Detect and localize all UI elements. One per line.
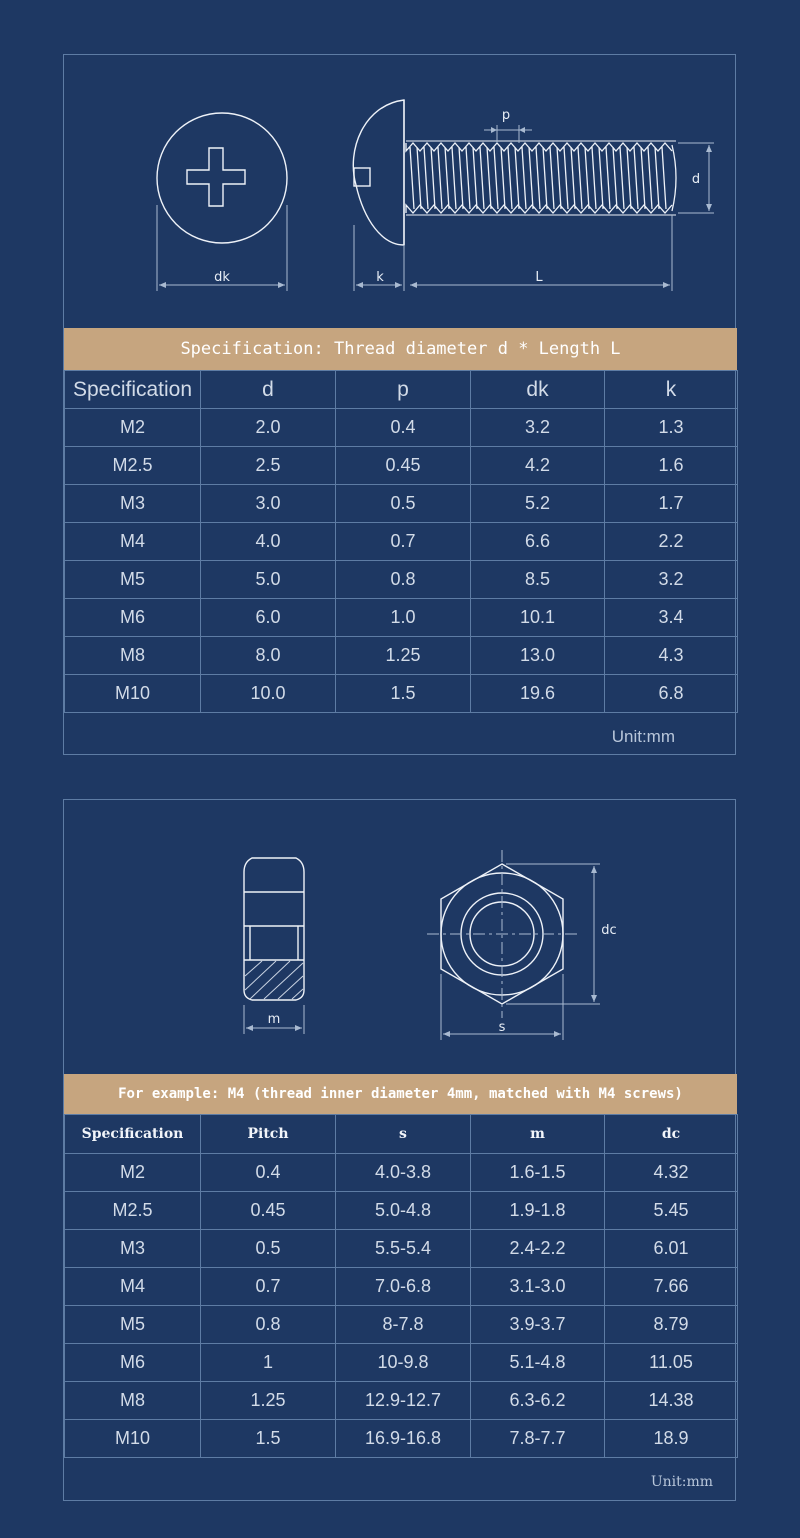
table-cell: 0.8 (201, 1306, 336, 1344)
header-k: k (605, 371, 738, 409)
table-cell: 1.25 (201, 1382, 336, 1420)
table-cell: M10 (65, 675, 201, 713)
table-cell: 1.9-1.8 (471, 1192, 605, 1230)
nut-table-header (65, 1115, 738, 1154)
table-row (65, 1154, 738, 1192)
dk-label: dk (214, 270, 230, 285)
table-row (65, 1268, 738, 1306)
screw-head-side-view (353, 100, 404, 245)
phillips-cross-icon (187, 148, 245, 206)
nut-spec-banner: For example: M4 (thread inner diameter 4mm, matched with M4 screws) (64, 1074, 737, 1114)
table-cell: 0.5 (201, 1230, 336, 1268)
table-cell: 4.0 (201, 523, 336, 561)
table-cell: 1.6 (605, 447, 738, 485)
table-cell: 5.5-5.4 (336, 1230, 471, 1268)
p-label: p (501, 108, 511, 123)
table-cell: 13.0 (471, 637, 605, 675)
table-cell: 1.5 (336, 675, 471, 713)
table-cell: M3 (65, 485, 201, 523)
table-cell: 3.9-3.7 (471, 1306, 605, 1344)
table-row (65, 409, 738, 447)
table-cell: 0.4 (201, 1154, 336, 1192)
table-cell: 3.2 (605, 561, 738, 599)
screw-table-header (65, 371, 738, 409)
table-cell: 10-9.8 (336, 1344, 471, 1382)
screw-spec-panel (63, 54, 736, 755)
table-cell: 11.05 (605, 1344, 738, 1382)
table-cell: 3.1-3.0 (471, 1268, 605, 1306)
table-cell: 5.0-4.8 (336, 1192, 471, 1230)
header-specification: Specification (65, 371, 201, 409)
screw-head-top-view (157, 113, 287, 243)
screw-diagram (64, 55, 737, 327)
table-cell: 8.0 (201, 637, 336, 675)
header-dc: dc (605, 1115, 738, 1154)
table-cell: 0.45 (336, 447, 471, 485)
table-cell: 2.0 (201, 409, 336, 447)
table-cell: M3 (65, 1230, 201, 1268)
nut-diagram (64, 800, 737, 1072)
header-p: p (336, 371, 471, 409)
table-cell: 6.6 (471, 523, 605, 561)
nut-spec-panel (63, 799, 736, 1501)
table-row (65, 485, 738, 523)
nut-unit-note: Unit:mm (650, 1474, 713, 1490)
table-cell: M4 (65, 1268, 201, 1306)
table-cell: 19.6 (471, 675, 605, 713)
table-row (65, 599, 738, 637)
table-cell: M2 (65, 1154, 201, 1192)
table-cell: 10.1 (471, 599, 605, 637)
table-row (65, 1344, 738, 1382)
table-row (65, 1382, 738, 1420)
screw-spec-table (64, 370, 738, 713)
table-cell: 3.4 (605, 599, 738, 637)
table-cell: 5.0 (201, 561, 336, 599)
m-label: m (267, 1012, 281, 1027)
table-cell: 8.79 (605, 1306, 738, 1344)
header-s: s (336, 1115, 471, 1154)
table-cell: 0.45 (201, 1192, 336, 1230)
header-pitch: Pitch (201, 1115, 336, 1154)
screw-unit-note: Unit:mm (611, 727, 675, 746)
table-row (65, 1192, 738, 1230)
table-cell: 10.0 (201, 675, 336, 713)
table-cell: 3.2 (471, 409, 605, 447)
table-cell: M8 (65, 637, 201, 675)
table-cell: M10 (65, 1420, 201, 1458)
table-row (65, 561, 738, 599)
table-cell: 8-7.8 (336, 1306, 471, 1344)
screw-spec-banner: Specification: Thread diameter d * Length L (64, 328, 737, 370)
table-cell: 7.66 (605, 1268, 738, 1306)
table-row (65, 1420, 738, 1458)
table-cell: 6.3-6.2 (471, 1382, 605, 1420)
table-cell: 4.32 (605, 1154, 738, 1192)
table-row (65, 675, 738, 713)
table-row (65, 1230, 738, 1268)
table-cell: M2 (65, 409, 201, 447)
header-specification: Specification (65, 1115, 201, 1154)
screw-thread (406, 143, 676, 213)
table-cell: 6.01 (605, 1230, 738, 1268)
table-cell: 14.38 (605, 1382, 738, 1420)
table-cell: 6.0 (201, 599, 336, 637)
d-label: d (691, 172, 701, 187)
table-cell: M5 (65, 1306, 201, 1344)
table-cell: 12.9-12.7 (336, 1382, 471, 1420)
table-cell: 1.25 (336, 637, 471, 675)
nut-side-view (244, 858, 304, 1000)
table-cell: 4.3 (605, 637, 738, 675)
table-cell: M2.5 (65, 447, 201, 485)
table-cell: M6 (65, 1344, 201, 1382)
table-cell: M8 (65, 1382, 201, 1420)
table-cell: 2.2 (605, 523, 738, 561)
header-dk: dk (471, 371, 605, 409)
table-cell: 3.0 (201, 485, 336, 523)
table-row (65, 1306, 738, 1344)
table-cell: 1.6-1.5 (471, 1154, 605, 1192)
L-label: L (535, 270, 543, 285)
s-label: s (498, 1020, 506, 1035)
table-cell: 18.9 (605, 1420, 738, 1458)
table-cell: 1.0 (336, 599, 471, 637)
table-row (65, 637, 738, 675)
table-cell: M5 (65, 561, 201, 599)
table-cell: 0.8 (336, 561, 471, 599)
table-cell: 0.7 (336, 523, 471, 561)
table-cell: 1 (201, 1344, 336, 1382)
nut-spec-table (64, 1114, 738, 1458)
header-d: d (201, 371, 336, 409)
dc-label: dc (601, 923, 617, 938)
table-cell: 5.45 (605, 1192, 738, 1230)
table-cell: 4.0-3.8 (336, 1154, 471, 1192)
table-cell: 6.8 (605, 675, 738, 713)
table-cell: 5.2 (471, 485, 605, 523)
table-cell: 0.4 (336, 409, 471, 447)
table-cell: M2.5 (65, 1192, 201, 1230)
table-cell: 2.5 (201, 447, 336, 485)
table-cell: 1.5 (201, 1420, 336, 1458)
table-cell: M6 (65, 599, 201, 637)
table-cell: 4.2 (471, 447, 605, 485)
table-cell: 5.1-4.8 (471, 1344, 605, 1382)
table-row (65, 447, 738, 485)
table-cell: 7.8-7.7 (471, 1420, 605, 1458)
table-cell: 2.4-2.2 (471, 1230, 605, 1268)
nut-hatching (245, 961, 303, 999)
table-cell: 7.0-6.8 (336, 1268, 471, 1306)
table-cell: 0.7 (201, 1268, 336, 1306)
table-row (65, 523, 738, 561)
table-cell: 16.9-16.8 (336, 1420, 471, 1458)
table-cell: 8.5 (471, 561, 605, 599)
table-cell: 1.7 (605, 485, 738, 523)
table-cell: 0.5 (336, 485, 471, 523)
table-cell: 1.3 (605, 409, 738, 447)
k-label: k (376, 270, 384, 285)
header-m: m (471, 1115, 605, 1154)
table-cell: M4 (65, 523, 201, 561)
